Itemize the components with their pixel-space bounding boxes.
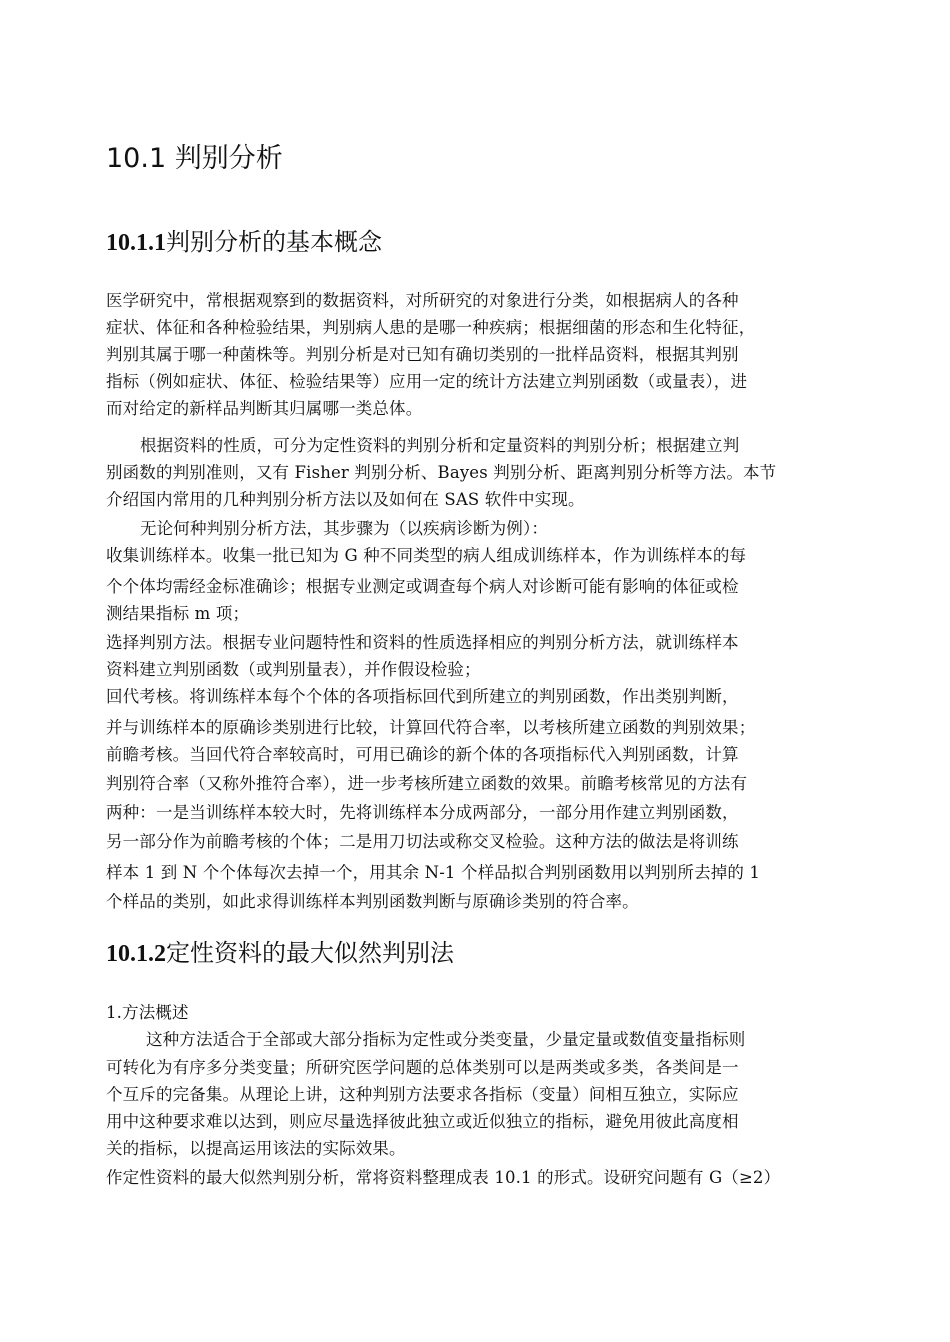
- paragraph-line: 这种方法适合于全部或大部分指标为定性或分类变量，少量定量或数值变量指标则: [146, 1030, 746, 1049]
- section-heading-10-1-2: [106, 937, 454, 970]
- chapter-heading: 10.1 判别分析: [106, 143, 283, 174]
- subheading-line: 1.方法概述: [106, 1003, 189, 1022]
- paragraph-line: 无论何种判别分析方法，其步骤为（以疾病诊断为例）：: [140, 519, 548, 538]
- step-line: 选择判别方法。根据专业问题特性和资料的性质选择相应的判别分析方法，就训练样本: [106, 633, 739, 652]
- paragraph-line: 用中这种要求难以达到，则应尽量选择彼此独立或近似独立的指标，避免用彼此高度相: [106, 1112, 739, 1131]
- step-line: 另一部分作为前瞻考核的个体；二是用刀切法或称交叉检验。这种方法的做法是将训练: [106, 832, 739, 851]
- step-line: 个个体均需经金标准确诊；根据专业测定或调查每个病人对诊断可能有影响的体征或检: [106, 577, 739, 596]
- paragraph-line: 判别其属于哪一种菌株等。判别分析是对已知有确切类别的一批样品资料，根据其判别: [106, 345, 739, 364]
- section-number: 10.1.2: [106, 941, 166, 967]
- step-line: 判别符合率（又称外推符合率），进一步考核所建立函数的效果。前瞻考核常见的方法有: [106, 774, 748, 793]
- section-heading-10-1-1: [106, 226, 382, 259]
- paragraph-line: 关的指标，以提高运用该法的实际效果。: [106, 1139, 406, 1158]
- step-line: 样本 1 到 N 个个体每次去掉一个，用其余 N-1 个样品拟合判别函数用以判别所去掉的 1: [106, 863, 761, 882]
- paragraph-line: 介绍国内常用的几种判别分析方法以及如何在 SAS 软件中实现。: [106, 490, 585, 509]
- paragraph-line: 症状、体征和各种检验结果，判别病人患的是哪一种疾病；根据细菌的形态和生化特征，: [106, 318, 756, 337]
- paragraph-line: 指标（例如症状、体征、检验结果等）应用一定的统计方法建立判别函数（或量表），进: [106, 372, 748, 391]
- step-line: 个样品的类别，如此求得训练样本判别函数判断与原确诊类别的符合率。: [106, 892, 639, 911]
- step-line: 收集训练样本。收集一批已知为 G 种不同类型的病人组成训练样本，作为训练样本的每: [106, 546, 747, 565]
- step-line: 两种：一是当训练样本较大时，先将训练样本分成两部分，一部分用作建立判别函数，: [106, 803, 739, 822]
- step-line: 前瞻考核。当回代符合率较高时，可用已确诊的新个体的各项指标代入判别函数，计算: [106, 745, 739, 764]
- section-title: 定性资料的最大似然判别法: [166, 939, 454, 967]
- paragraph-line: 个互斥的完备集。从理论上讲，这种判别方法要求各指标（变量）间相互独立，实际应: [106, 1085, 739, 1104]
- paragraph-line: 作定性资料的最大似然判别分析，常将资料整理成表 10.1 的形式。设研究问题有 G（≥2）: [106, 1168, 781, 1187]
- paragraph-line: 根据资料的性质，可分为定性资料的判别分析和定量资料的判别分析；根据建立判: [140, 436, 740, 455]
- paragraph-line: 医学研究中，常根据观察到的数据资料，对所研究的对象进行分类，如根据病人的各种: [106, 291, 739, 310]
- step-line: 回代考核。将训练样本每个个体的各项指标回代到所建立的判别函数，作出类别判断，: [106, 687, 739, 706]
- paragraph-line: 而对给定的新样品判断其归属哪一类总体。: [106, 399, 423, 418]
- step-line: 并与训练样本的原确诊类别进行比较，计算回代符合率，以考核所建立函数的判别效果；: [106, 718, 756, 737]
- step-line: 测结果指标 m 项；: [106, 604, 250, 623]
- section-title: 判别分析的基本概念: [166, 228, 382, 256]
- paragraph-line: 别函数的判别准则，又有 Fisher 判别分析、Bayes 判别分析、距离判别分析等方法。本节: [106, 463, 777, 482]
- paragraph-line: 可转化为有序多分类变量；所研究医学问题的总体类别可以是两类或多类，各类间是一: [106, 1058, 739, 1077]
- step-line: 资料建立判别函数（或判别量表），并作假设检验；: [106, 660, 481, 679]
- section-number: 10.1.1: [106, 230, 166, 256]
